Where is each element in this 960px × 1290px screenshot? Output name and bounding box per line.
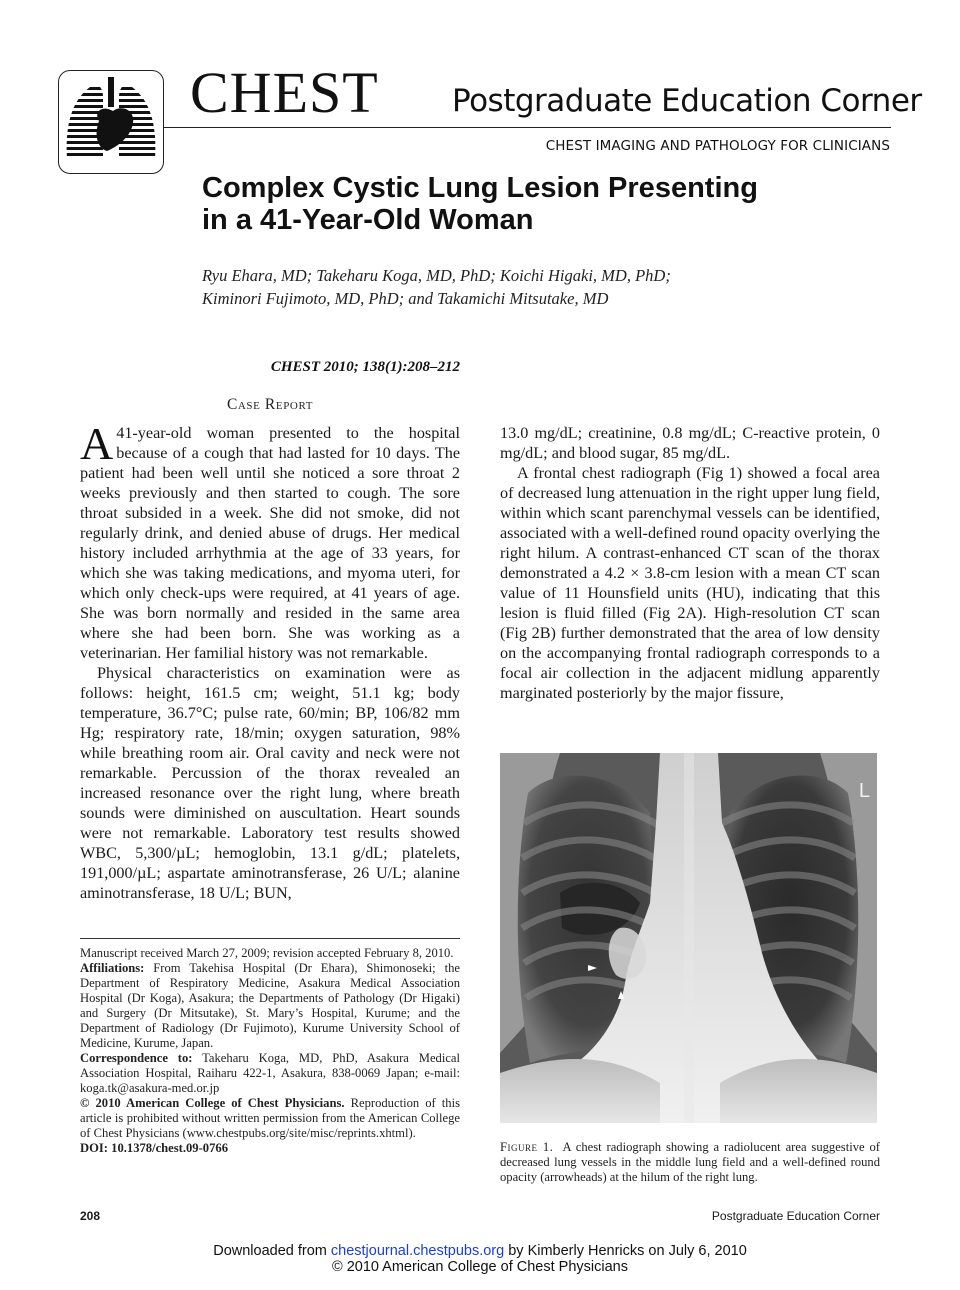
radiograph-illustration [500,753,877,1123]
affiliations [80,961,460,1051]
download-notice [0,1243,960,1259]
copyright-footer: © 2010 American College of Chest Physicians [331,1259,628,1275]
paragraph: A frontal chest radiograph (Fig 1) showed a focal area of decreased lung attenuation in the right upper lung field, within which scant parenchymal vessels can be identified, associated with a well-defined round opacity overlying the right hilum. A contrast-enhanced CT scan of the thorax demonstrated a 4.2 × 3.8-cm lesion with a mean CT scan value of 11 Hounsfield units (HU), indicating that this lesion is fluid filled (Fig 2A). High-resolution CT scan (Fig 2B) further demonstrated that the area of low density on the accompanying frontal radiograph corresponds to a focal air collection in the adjacent midlung apparently marginated posteriorly by the major fissure, [500,464,880,702]
drop-cap: A [80,418,114,469]
author-list [202,264,822,310]
article-title-line-2: in a 41-Year-Old Woman [202,204,534,236]
body-column-left [80,418,460,903]
doi-label: DOI: [80,1141,108,1155]
header-rule [164,127,891,128]
footer-section-name: Postgraduate Education Corner [711,1209,880,1223]
author-line-2: Kiminori Fujimoto, MD, PhD; and Takamichi Mitsutake, MD [202,289,609,308]
page-number: 208 [80,1209,101,1223]
subsection-title: CHEST IMAGING AND PATHOLOGY FOR CLINICIANS [545,138,890,154]
journal-link[interactable]: chestjournal.chestpubs.org [330,1243,505,1259]
doi [80,1141,460,1156]
figure-caption [500,1140,880,1185]
figure-label: Figure 1. [500,1140,554,1154]
lungs-heart-logo-icon [59,71,163,173]
figure-caption-text: A chest radiograph showing a radiolucent area suggestive of decreased lung vessels in the middle lung field and a well-defined round opacity (arrowheads) at the hilum of the right lung. [500,1140,880,1184]
paragraph: Physical characteristics on examination were as follows: height, 161.5 cm; weight, 51.1 kg; body temperature, 36.7°C; pulse rate, 60/min; BP, 106/82 mm Hg; respiratory rate, 18/min; oxygen saturation, 98% while breathing room air. Oral cavity and neck were not remarkable. Percussion of the thorax revealed an increased resonance over the right lung, where breath sounds were diminished on auscultation. Heart sounds were not remarkable. Laboratory test results showed WBC, 5,300/µL; hemoglobin, 13.1 g/dL; platelets, 191,000/µL; aspartate aminotransferase, 26 U/L; alanine aminotransferase, 18 U/L; BUN, [80,664,460,902]
article-title-line-1: Complex Cystic Lung Lesion Presenting [202,172,758,204]
footnotes [80,946,460,1156]
manuscript-dates: Manuscript received March 27, 2009; revision accepted February 8, 2010. [80,946,454,960]
copyright-notice [80,1096,460,1141]
side-marker: L [858,780,870,802]
paragraph: 13.0 mg/dL; creatinine, 0.8 mg/dL; C-reactive protein, 0 mg/dL; and blood sugar, 85 mg/dL. [500,424,880,462]
body-column-right [500,423,880,703]
section-name: Postgraduate Education Corner [452,83,922,119]
download-prefix: Downloaded from [213,1243,331,1259]
paragraph-text: 41-year-old woman presented to the hospital because of a cough that had lasted for 10 days. The patient had been well until she noticed a sore throat 2 weeks previously and then started to cough. The sore throat subsided in a week. She did not smoke, did not regularly drink, and denied abuse of drugs. Her medical history included arrhythmia at the age of 33 years, for which she was taking medications, and myoma uteri, for which only check-ups were required, at 41 years of age. She was born normally and resided in the same area where she had been born. She was working as a veterinarian. Her familial history was not remarkable. [80,424,460,662]
doi-value: 10.1378/chest.09-0766 [111,1141,228,1155]
correspondence [80,1051,460,1096]
copyright-text: Reproduction of this article is prohibited without written permission from the American College of Chest Physicians (www.chestpubs.org/site/misc/reprints.xhtml). [80,1096,461,1140]
article-title [202,172,842,236]
article-type: Case Report [226,396,314,413]
journal-name: CHEST [190,60,379,125]
journal-logo [58,70,164,174]
correspondence-text: Takeharu Koga, MD, PhD, Asakura Medical Association Hospital, Raiharu 422-1, Asakura, 838-0069 Japan; e-mail: koga.tk@asakura-med.or.jp [80,1051,461,1095]
footnote-rule [80,938,460,939]
copyright-label: © 2010 American College of Chest Physicians. [80,1096,345,1110]
author-line-1: Ryu Ehara, MD; Takeharu Koga, MD, PhD; Koichi Higaki, MD, PhD; [202,266,671,285]
paragraph [80,418,460,663]
correspondence-label: Correspondence to: [80,1051,193,1065]
affiliations-text: From Takehisa Hospital (Dr Ehara), Shimonoseki; the Department of Respiratory Medicine, Asakura Medical Association Hospital (Dr Koga), Asakura; the Departments of Pathology (Dr Higaki) and Surgery (Dr Mitsutake), St. Mary’s Hospital, Kurume; and the Department of Radiology (Dr Fujimoto), Kurume University School of Medicine, Kurume, Japan. [80,961,460,1050]
affiliations-label: Affiliations: [80,961,145,975]
citation: CHEST 2010; 138(1):208–212 [270,359,460,375]
chest-radiograph-image [500,753,877,1123]
download-suffix: by Kimberly Henricks on July 6, 2010 [504,1243,747,1259]
